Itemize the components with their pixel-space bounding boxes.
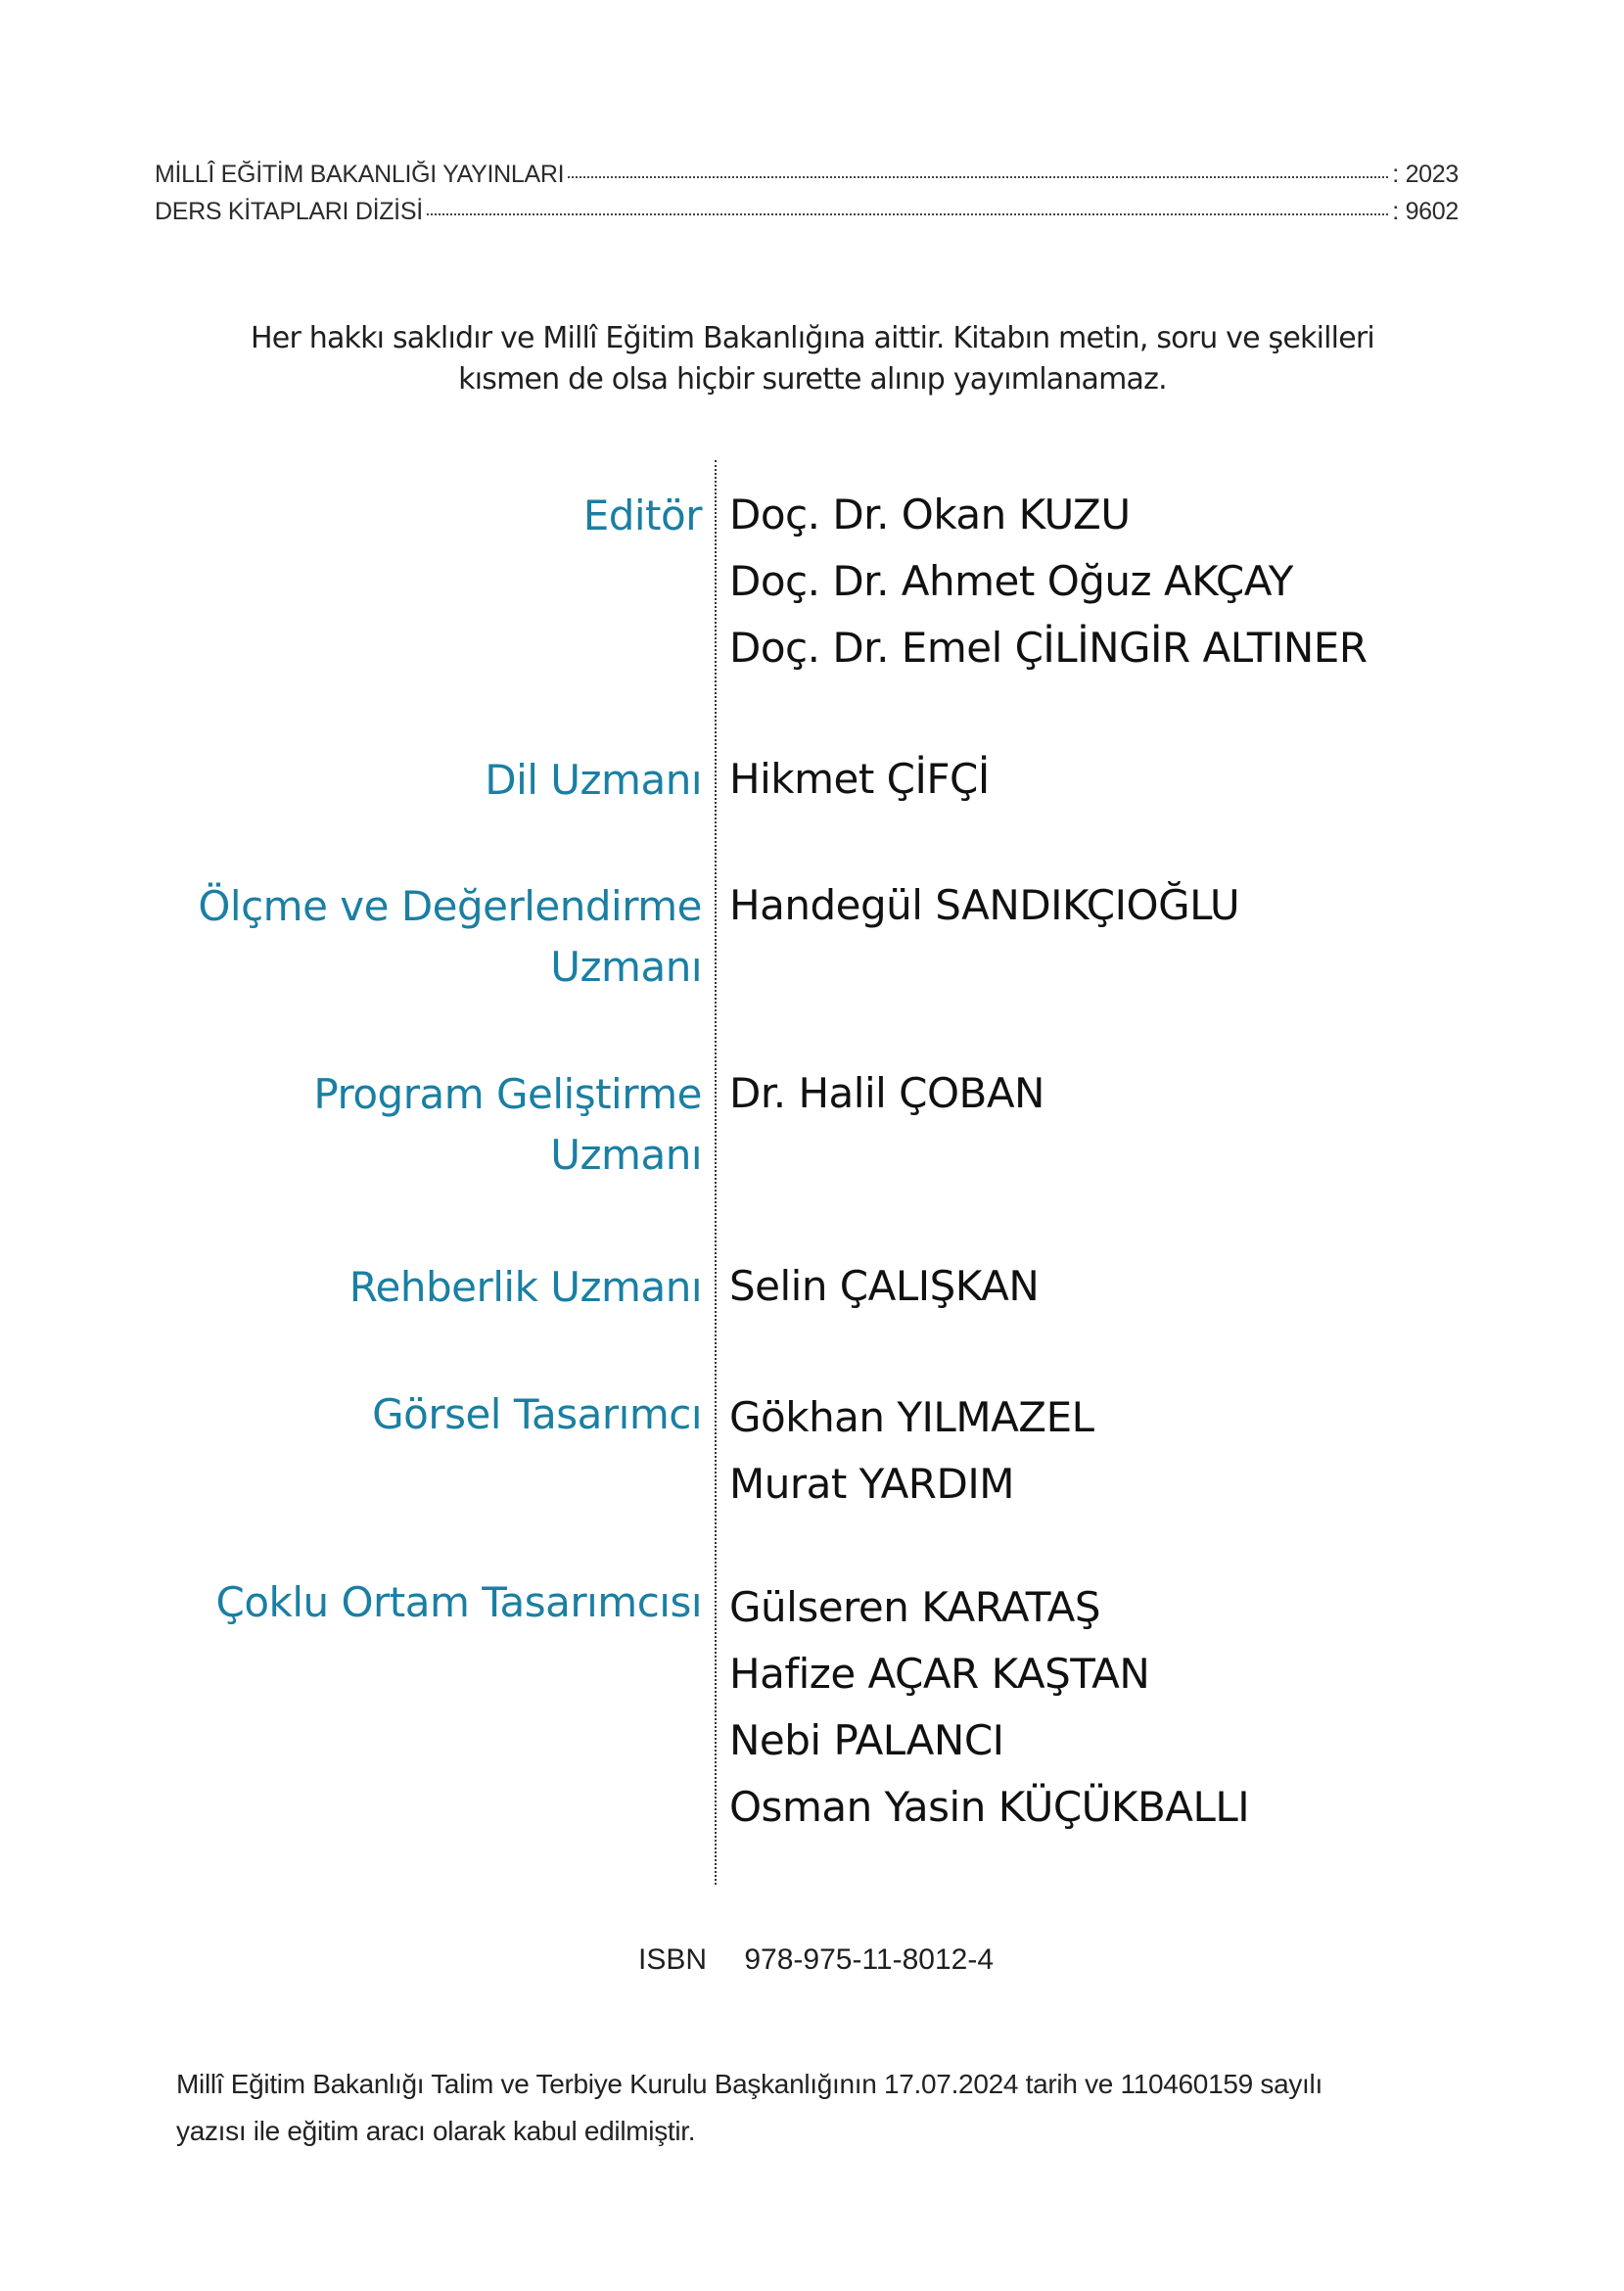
role-label: Program Geliştirme bbox=[313, 1070, 702, 1118]
role-label: Ölçme ve Değerlendirme bbox=[198, 882, 702, 930]
role-label: Dil Uzmanı bbox=[485, 756, 702, 804]
person-name: Doç. Dr. Emel ÇİLİNGİR ALTINER bbox=[729, 624, 1368, 672]
approval-notice bbox=[176, 2061, 1547, 2155]
person-name: Hikmet ÇİFÇİ bbox=[729, 755, 990, 803]
names-multimedia-designer bbox=[729, 1574, 1249, 1841]
names-visual-designer bbox=[729, 1384, 1094, 1518]
role-label: Uzmanı bbox=[550, 1131, 702, 1179]
person-name: Gökhan YILMAZEL bbox=[729, 1393, 1094, 1441]
copyright-line: Her hakkı saklıdır ve Millî Eğitim Bakanlığına aittir. Kitabın metin, soru ve şekilleri bbox=[251, 321, 1374, 355]
names-assessment-expert bbox=[729, 872, 1239, 939]
role-label: Görsel Tasarımcı bbox=[372, 1390, 702, 1438]
person-name: Murat YARDIM bbox=[729, 1460, 1014, 1508]
role-visual-designer bbox=[372, 1384, 702, 1445]
names-language-expert bbox=[729, 746, 990, 813]
names-curriculum-expert bbox=[729, 1060, 1044, 1127]
role-assessment-expert bbox=[198, 876, 702, 998]
person-name: Doç. Dr. Ahmet Oğuz AKÇAY bbox=[729, 557, 1293, 605]
role-label: Çoklu Ortam Tasarımcısı bbox=[215, 1578, 702, 1626]
series-value: : 9602 bbox=[1392, 198, 1459, 225]
series-value: : 2023 bbox=[1392, 161, 1459, 188]
person-name: Selin ÇALIŞKAN bbox=[729, 1262, 1040, 1310]
approval-line: Millî Eğitim Bakanlığı Talim ve Terbiye Kurulu Başkanlığının 17.07.2024 tarih ve 110460159 sayılı bbox=[176, 2069, 1322, 2099]
person-name: Dr. Halil ÇOBAN bbox=[729, 1069, 1044, 1117]
isbn-value: 978-975-11-8012-4 bbox=[744, 1943, 995, 1976]
person-name: Nebi PALANCI bbox=[729, 1716, 1004, 1764]
role-editor bbox=[583, 486, 702, 546]
role-multimedia-designer bbox=[216, 1572, 703, 1633]
series-label: DERS KİTAPLARI DİZİSİ bbox=[155, 198, 423, 225]
role-language-expert bbox=[485, 750, 702, 811]
person-name: Hafize AÇAR KAŞTAN bbox=[729, 1650, 1150, 1698]
person-name: Doç. Dr. Okan KUZU bbox=[729, 491, 1131, 538]
dotted-divider bbox=[715, 460, 717, 1885]
names-guidance-expert bbox=[729, 1253, 1039, 1320]
approval-line: yazısı ile eğitim aracı olarak kabul edilmiştir. bbox=[176, 2116, 696, 2146]
role-curriculum-expert bbox=[313, 1064, 702, 1186]
role-label: Uzmanı bbox=[550, 943, 702, 991]
isbn-label: ISBN bbox=[638, 1943, 708, 1976]
role-label: Editör bbox=[582, 491, 702, 539]
person-name: Osman Yasin KÜÇÜKBALLI bbox=[729, 1783, 1250, 1831]
copyright-line: kısmen de olsa hiçbir surette alınıp yayımlanamaz. bbox=[458, 362, 1167, 397]
person-name: Gülseren KARATAŞ bbox=[729, 1583, 1100, 1631]
series-label: MİLLÎ EĞİTİM BAKANLIĞI YAYINLARI bbox=[155, 161, 565, 188]
isbn bbox=[638, 1943, 994, 1977]
role-label: Rehberlik Uzmanı bbox=[348, 1263, 702, 1311]
names-editor bbox=[729, 482, 1368, 681]
person-name: Handegül SANDIKÇIOĞLU bbox=[729, 881, 1240, 929]
role-guidance-expert bbox=[349, 1257, 702, 1318]
